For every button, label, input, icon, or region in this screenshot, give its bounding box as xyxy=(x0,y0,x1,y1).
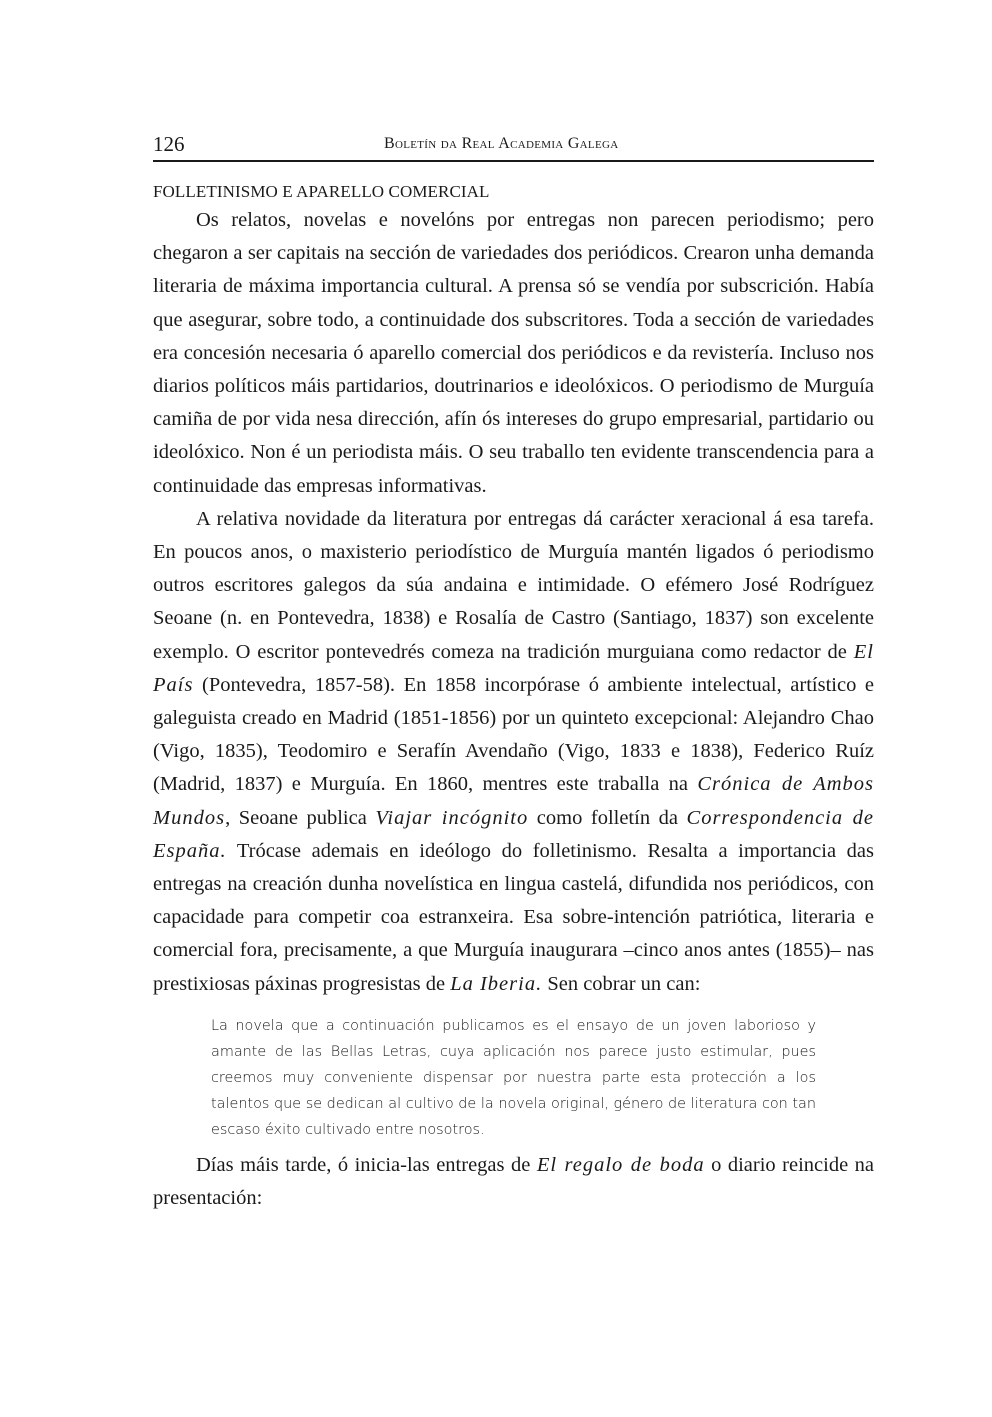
paragraph-2-text-b: (Pontevedra, 1857-58). En 1858 incorpórase ó ambiente intelectual, artístico e galeguista creado en Madrid (1851-1856) por un quinteto excepcional: Alejandro Chao (Vigo, 1835), Teodomiro e Serafín Avendaño (Vigo, 1833 e 1838), Federico Ruíz (Madrid, 1837) e Murguía. En 1860, mentres este traballa na xyxy=(153,673,874,796)
paragraph-2-text-e: Trócase ademais en ideólogo do folletinismo. Resalta a importancia das entregas na creación dunha novelística en lingua castelá, difundida nos periódicos, con capacidade para competir coa estranxeira. Esa sobre-intención patriótica, literaria e comercial fora, precisamente, a que Murguía inaugurara –cinco anos antes (1855)– nas prestixiosas páxinas progresistas de xyxy=(153,839,874,995)
paragraph-2-text-c: , Seoane publica xyxy=(225,806,376,829)
paragraph-2 xyxy=(153,503,874,1001)
paragraph-3 xyxy=(153,1149,874,1215)
journal-title: Boletín da Real Academia Galega xyxy=(384,135,619,152)
block-quote: La novela que a continuación publicamos es el ensayo de un joven laborioso y amante de las Bellas Letras, cuya aplicación nos parece justo estimular, pues creemos muy conveniente dispensar por nuestra parte esta protección a los talentos que se dedican al cultivo de la novela original, género de literatura con tan escaso éxito cultivado entre nosotros. xyxy=(211,1017,816,1138)
title-el-regalo-de-boda: El regalo de boda xyxy=(536,1153,705,1176)
page xyxy=(153,128,874,1215)
running-head xyxy=(153,128,874,162)
title-el-pais: El País xyxy=(153,640,874,696)
title-cronica-ambos-mundos: Crónica de Ambos Mundos xyxy=(153,773,874,829)
title-viajar-incognito: Viajar incógnito xyxy=(375,806,529,829)
paragraph-2-text-f: Sen cobrar un can: xyxy=(542,972,701,995)
page-number: 126 xyxy=(153,132,185,156)
paragraph-3-text-b: o diario reincide na presentación: xyxy=(153,1153,875,1210)
paragraph-2-text-d: como folletín da xyxy=(528,806,687,829)
paragraph-3-text-a: Días máis tarde, ó inicia-las entregas de xyxy=(196,1153,537,1176)
title-la-iberia: La Iberia. xyxy=(450,972,543,995)
title-correspondencia-espana: Correspondencia de España. xyxy=(153,806,875,862)
section-heading: FOLLETINISMO E APARELLO COMERCIAL xyxy=(153,182,490,201)
paragraph-2-text-a: A relativa novidade da literatura por entregas dá carácter xeracional á esa tarefa. En poucos anos, o maxisterio periodístico de Murguía mantén ligados ó periodismo outros escritores galegos da súa andaina e intimidade. O efémero José Rodríguez Seoane (n. en Pontevedra, 1838) e Rosalía de Castro (Santiago, 1837) son excelente exemplo. O escritor pontevedrés comeza na tradición murguiana como redactor de xyxy=(153,507,874,663)
paragraph-1: Os relatos, novelas e novelóns por entregas non parecen periodismo; pero chegaron a ser capitais na sección de variedades dos periódicos. Crearon unha demanda literaria de máxima importancia cultural. A prensa só se vendía por subscrición. Había que asegurar, sobre todo, a continuidade dos subscritores. Toda a sección de variedades era concesión necesaria ó aparello comercial dos periódicos e da revistería. Incluso nos diarios políticos máis partidarios, doutrinarios e ideolóxicos. O periodismo de Murguía camiña de por vida nesa dirección, afín ós intereses do grupo empresarial, partidario ou ideolóxico. Non é un periodista máis. O seu traballo ten evidente transcendencia para a continuidade das empresas informativas. xyxy=(153,209,874,497)
